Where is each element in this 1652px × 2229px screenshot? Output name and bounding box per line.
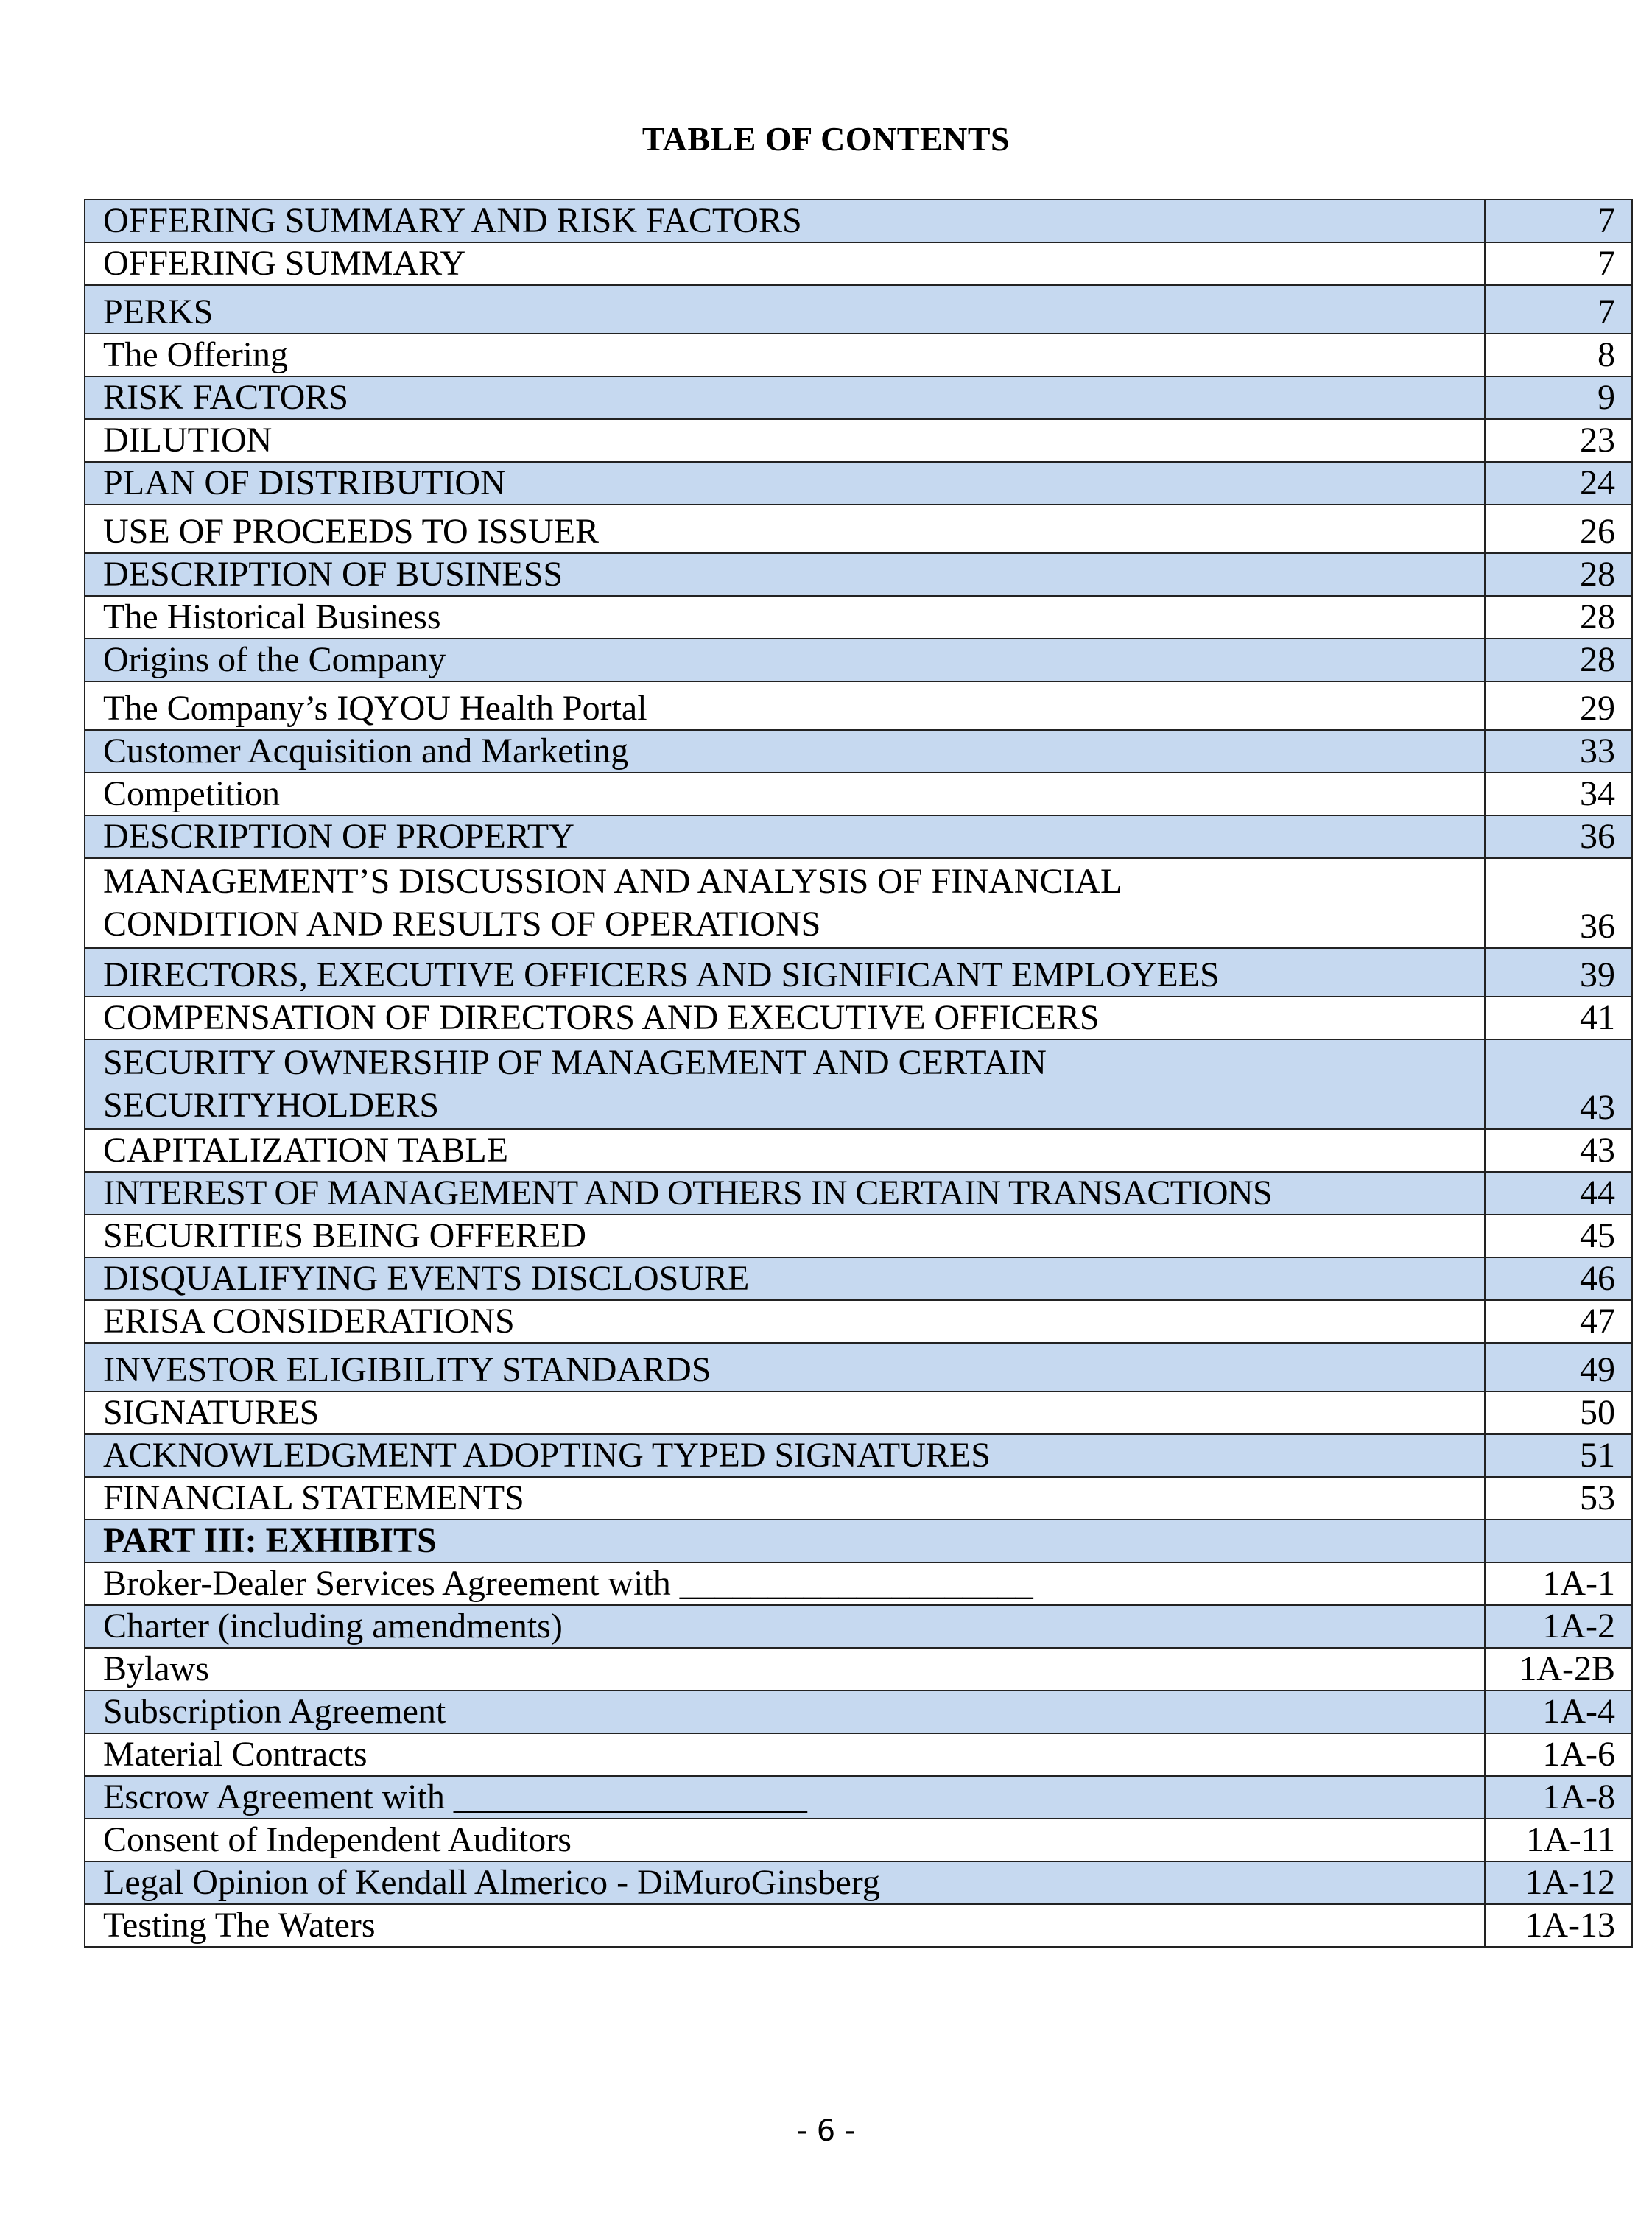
- toc-entry-page: 1A-4: [1485, 1691, 1632, 1733]
- toc-entry-title: SECURITY OWNERSHIP OF MANAGEMENT AND CERTAIN SECURITYHOLDERS: [85, 1039, 1485, 1129]
- toc-row: [85, 1129, 1632, 1172]
- toc-row: [85, 815, 1632, 858]
- toc-row: [85, 1172, 1632, 1215]
- toc-row: [85, 858, 1632, 948]
- toc-entry-title: Testing The Waters: [85, 1904, 1485, 1947]
- toc-row: [85, 1733, 1632, 1776]
- toc-entry-title: The Historical Business: [85, 596, 1485, 639]
- toc-row: [85, 1562, 1632, 1605]
- toc-entry-page: [1485, 1520, 1632, 1562]
- toc-row: [85, 1434, 1632, 1477]
- toc-entry-page: 49: [1485, 1343, 1632, 1391]
- toc-entry-page: 1A-1: [1485, 1562, 1632, 1605]
- toc-row: [85, 1776, 1632, 1819]
- toc-entry-title: Customer Acquisition and Marketing: [85, 730, 1485, 773]
- toc-entry-title: Competition: [85, 773, 1485, 815]
- toc-entry-title: Consent of Independent Auditors: [85, 1819, 1485, 1861]
- toc-entry-page: 36: [1485, 815, 1632, 858]
- toc-entry-page: 33: [1485, 730, 1632, 773]
- toc-entry-page: 1A-13: [1485, 1904, 1632, 1947]
- toc-entry-title: USE OF PROCEEDS TO ISSUER: [85, 505, 1485, 553]
- toc-entry-page: 1A-8: [1485, 1776, 1632, 1819]
- toc-entry-title: ACKNOWLEDGMENT ADOPTING TYPED SIGNATURES: [85, 1434, 1485, 1477]
- toc-row: [85, 1300, 1632, 1343]
- page-title: TABLE OF CONTENTS: [642, 120, 1010, 158]
- toc-entry-page: 26: [1485, 505, 1632, 553]
- toc-row: [85, 1343, 1632, 1391]
- toc-entry-title: OFFERING SUMMARY AND RISK FACTORS: [85, 200, 1485, 242]
- toc-entry-title: COMPENSATION OF DIRECTORS AND EXECUTIVE OFFICERS: [85, 997, 1485, 1039]
- toc-entry-page: 7: [1485, 242, 1632, 285]
- toc-row: [85, 1520, 1632, 1562]
- toc-entry-title: Charter (including amendments): [85, 1605, 1485, 1648]
- toc-entry-title: PART III: EXHIBITS: [85, 1520, 1485, 1562]
- toc-row: [85, 419, 1632, 462]
- toc-row: [85, 553, 1632, 596]
- toc-entry-page: 51: [1485, 1434, 1632, 1477]
- toc-row: [85, 376, 1632, 419]
- toc-row: [85, 1904, 1632, 1947]
- toc-row: [85, 948, 1632, 997]
- toc-entry-page: 39: [1485, 948, 1632, 997]
- toc-entry-title: RISK FACTORS: [85, 376, 1485, 419]
- toc-entry-page: 46: [1485, 1257, 1632, 1300]
- toc-entry-title: Broker-Dealer Services Agreement with ____________________: [85, 1562, 1485, 1605]
- toc-row: [85, 1691, 1632, 1733]
- toc-row: [85, 596, 1632, 639]
- toc-entry-title: MANAGEMENT’S DISCUSSION AND ANALYSIS OF FINANCIAL CONDITION AND RESULTS OF OPERATIONS: [85, 858, 1485, 948]
- toc-entry-title: Origins of the Company: [85, 639, 1485, 681]
- toc-entry-title: Subscription Agreement: [85, 1691, 1485, 1733]
- toc-row: [85, 242, 1632, 285]
- toc-entry-page: 53: [1485, 1477, 1632, 1520]
- toc-entry-title: PLAN OF DISTRIBUTION: [85, 462, 1485, 505]
- toc-table: [84, 199, 1633, 1948]
- toc-entry-page: 1A-2B: [1485, 1648, 1632, 1691]
- toc-entry-page: 50: [1485, 1391, 1632, 1434]
- toc-row: [85, 1257, 1632, 1300]
- toc-row: [85, 1477, 1632, 1520]
- toc-entry-title: FINANCIAL STATEMENTS: [85, 1477, 1485, 1520]
- toc-entry-title: The Company’s IQYOU Health Portal: [85, 681, 1485, 730]
- toc-row: [85, 1215, 1632, 1257]
- toc-row: [85, 200, 1632, 242]
- toc-entry-title: DIRECTORS, EXECUTIVE OFFICERS AND SIGNIFICANT EMPLOYEES: [85, 948, 1485, 997]
- toc-entry-title: DESCRIPTION OF PROPERTY: [85, 815, 1485, 858]
- toc-row: [85, 1648, 1632, 1691]
- toc-entry-title: SECURITIES BEING OFFERED: [85, 1215, 1485, 1257]
- toc-row: [85, 462, 1632, 505]
- toc-entry-title: Bylaws: [85, 1648, 1485, 1691]
- toc-entry-page: 47: [1485, 1300, 1632, 1343]
- toc-entry-page: 29: [1485, 681, 1632, 730]
- toc-entry-page: 28: [1485, 596, 1632, 639]
- toc-entry-title: The Offering: [85, 334, 1485, 376]
- toc-entry-page: 43: [1485, 1129, 1632, 1172]
- toc-row: [85, 1391, 1632, 1434]
- toc-row: [85, 505, 1632, 553]
- toc-entry-page: 41: [1485, 997, 1632, 1039]
- toc-entry-page: 7: [1485, 285, 1632, 334]
- toc-row: [85, 1039, 1632, 1129]
- toc-row: [85, 1819, 1632, 1861]
- toc-row: [85, 997, 1632, 1039]
- toc-entry-page: 44: [1485, 1172, 1632, 1215]
- toc-entry-page: 23: [1485, 419, 1632, 462]
- toc-entry-title: OFFERING SUMMARY: [85, 242, 1485, 285]
- toc-entry-title: Material Contracts: [85, 1733, 1485, 1776]
- toc-entry-page: 9: [1485, 376, 1632, 419]
- toc-entry-title: DISQUALIFYING EVENTS DISCLOSURE: [85, 1257, 1485, 1300]
- toc-entry-page: 1A-11: [1485, 1819, 1632, 1861]
- toc-entry-page: 45: [1485, 1215, 1632, 1257]
- toc-entry-title: Legal Opinion of Kendall Almerico - DiMuroGinsberg: [85, 1861, 1485, 1904]
- toc-entry-page: 43: [1485, 1039, 1632, 1129]
- toc-row: [85, 285, 1632, 334]
- toc-row: [85, 1605, 1632, 1648]
- toc-entry-page: 1A-2: [1485, 1605, 1632, 1648]
- toc-entry-title: SIGNATURES: [85, 1391, 1485, 1434]
- toc-entry-title: DILUTION: [85, 419, 1485, 462]
- toc-entry-title: INTEREST OF MANAGEMENT AND OTHERS IN CERTAIN TRANSACTIONS: [85, 1172, 1485, 1215]
- toc-entry-page: 7: [1485, 200, 1632, 242]
- toc-entry-title: INVESTOR ELIGIBILITY STANDARDS: [85, 1343, 1485, 1391]
- toc-row: [85, 639, 1632, 681]
- toc-entry-title: CAPITALIZATION TABLE: [85, 1129, 1485, 1172]
- toc-entry-page: 28: [1485, 639, 1632, 681]
- toc-entry-page: 28: [1485, 553, 1632, 596]
- toc-entry-page: 1A-12: [1485, 1861, 1632, 1904]
- toc-entry-page: 1A-6: [1485, 1733, 1632, 1776]
- toc-entry-page: 34: [1485, 773, 1632, 815]
- toc-entry-title: DESCRIPTION OF BUSINESS: [85, 553, 1485, 596]
- toc-entry-title: ERISA CONSIDERATIONS: [85, 1300, 1485, 1343]
- toc-row: [85, 681, 1632, 730]
- toc-entry-title: PERKS: [85, 285, 1485, 334]
- toc-entry-page: 24: [1485, 462, 1632, 505]
- toc-row: [85, 773, 1632, 815]
- page-number: - 6 -: [796, 2114, 856, 2148]
- toc-entry-title: Escrow Agreement with ____________________: [85, 1776, 1485, 1819]
- toc-row: [85, 1861, 1632, 1904]
- toc-entry-page: 36: [1485, 858, 1632, 948]
- toc-row: [85, 334, 1632, 376]
- toc-entry-page: 8: [1485, 334, 1632, 376]
- toc-row: [85, 730, 1632, 773]
